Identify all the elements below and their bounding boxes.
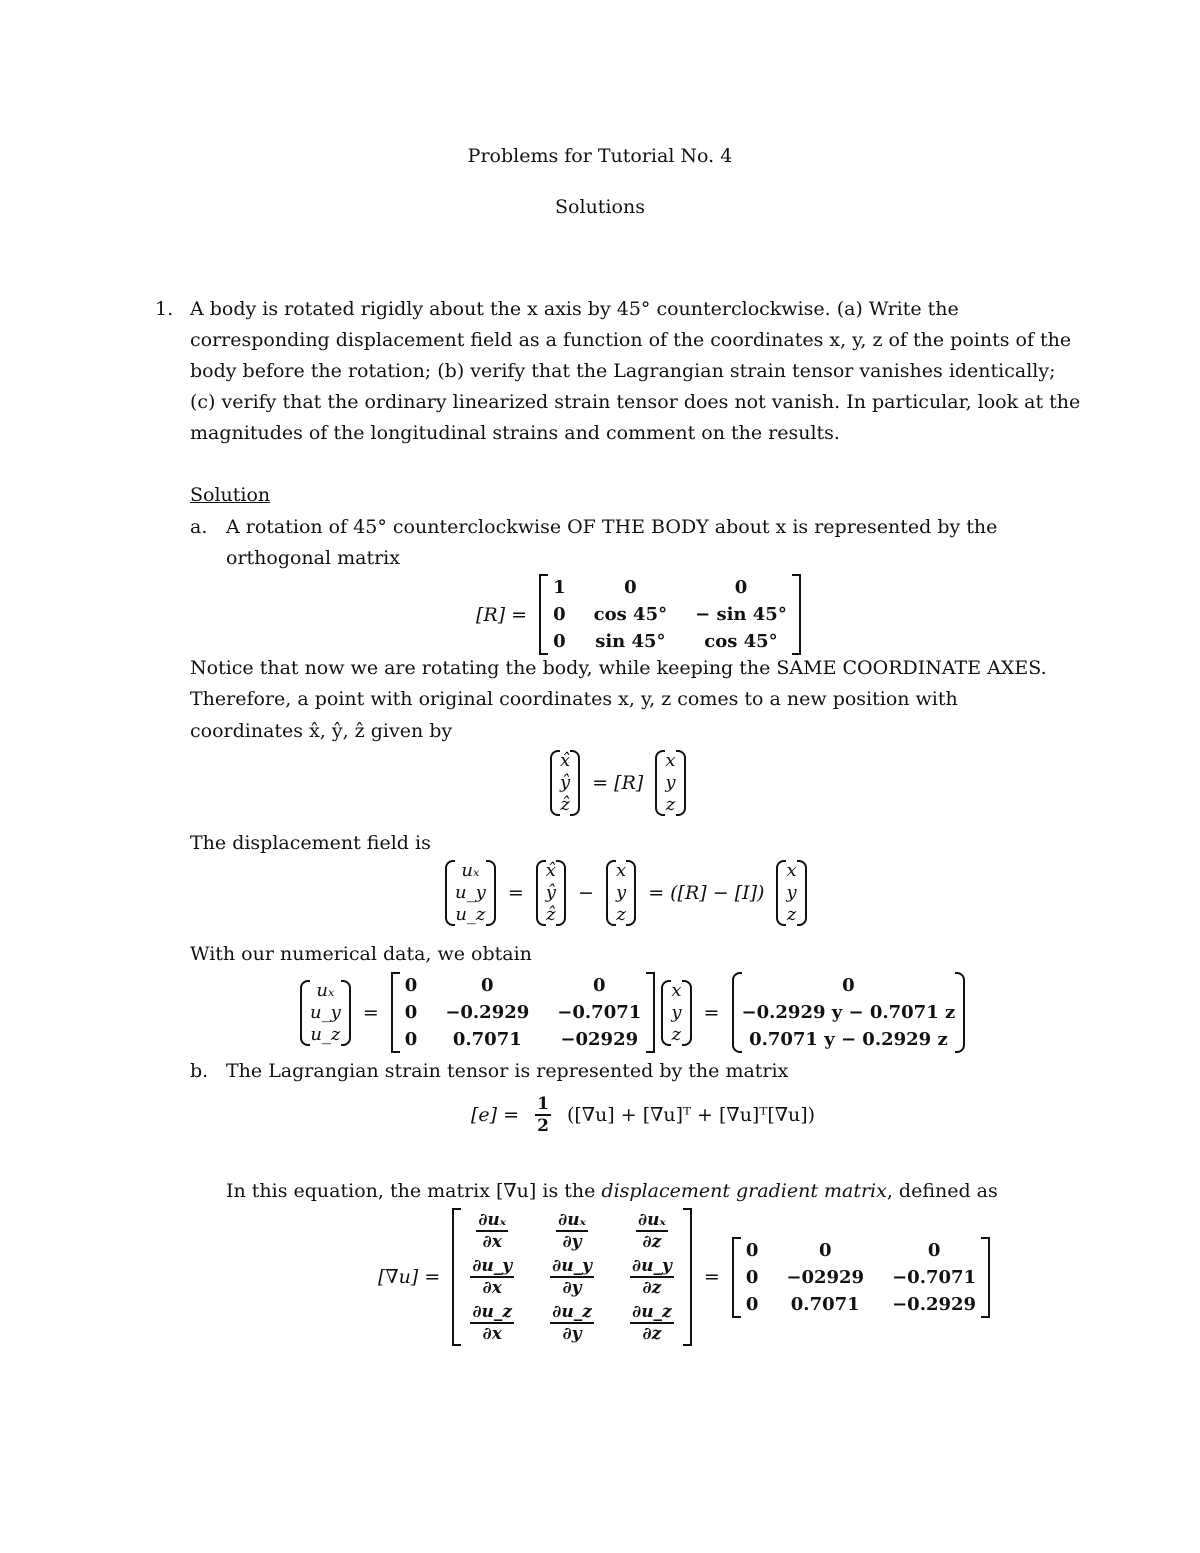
matrix-cell: cos 45° [704, 631, 778, 652]
matrix-cell: 1 [553, 577, 566, 598]
rotation-matrix-equation [470, 574, 801, 655]
part-b-line-2: In this equation, the matrix [∇u] is the displacement gradient matrix, defined as [226, 1180, 998, 1202]
xyz-vector: x y z [655, 750, 685, 816]
eq1-mid: = [R] [592, 772, 644, 794]
numeric-equation: uₓ u_y u_z = 0 0 0 0 −0.2929 −0.7071 0 0.7071 −02929 x y z = 0 −0.2929 y − 0.7071 z 0.7071 y − 0.2929 z [300, 972, 965, 1053]
matrix-cell: sin 45° [595, 631, 666, 652]
problem-line-3: body before the rotation; (b) verify that the Lagrangian strain tensor vanishes identically; [190, 360, 1056, 382]
gradient-symbolic-matrix: $\frac{\text{∂uₓ}}{\partial x}$ $\frac{\text{∂uₓ}}{\partial y}$ $\frac{\text{∂uₓ}}{\partial z}$ $\frac{\partial u\_y}{\partial x}$ $\frac{\partial u\_y}{\partial y}$ $\frac{\partial u\_y}{\partial z}$ $\frac{\partial u\_z}{\partial x}$ $\frac{\partial u\_z}{\partial y}$ $\frac{\partial u\_z}{\partial z}$ [452, 1208, 691, 1346]
r-lhs: [R] = [476, 603, 528, 626]
part-b-label: b. [190, 1060, 209, 1082]
matrix-cell: 0 [734, 577, 748, 598]
matrix-cell: − sin 45° [695, 604, 787, 625]
part-a-text-4: The displacement field is [190, 832, 431, 854]
lagrangian-equation: [e] = $\frac{1}{2}$ ([∇u] + [∇u]ᵀ + [∇u]ᵀ[∇u]) [471, 1094, 816, 1136]
problem-line-4: (c) verify that the ordinary linearized strain tensor does not vanish. In particular, look at the [190, 391, 1081, 413]
matrix-cell: 0 [624, 577, 637, 598]
eq2-mid: = ([R] − [I]) [648, 882, 765, 904]
hat-vector-2: x̂ ŷ ẑ [536, 860, 566, 926]
part-a-text-5: With our numerical data, we obtain [190, 943, 532, 965]
xyz-vector-4: x y z [661, 980, 691, 1046]
part-a-text-2: Therefore, a point with original coordinates x, y, z comes to a new position with [190, 688, 958, 710]
numeric-matrix: 0 0 0 0 −0.2929 −0.7071 0 0.7071 −02929 [391, 972, 656, 1053]
part-b-line-1: The Lagrangian strain tensor is represented by the matrix [226, 1060, 789, 1082]
half-fraction: $\frac{1}{2}$ [537, 1094, 549, 1136]
problem-line-1: A body is rotated rigidly about the x axis by 45° counterclockwise. (a) Write the [190, 298, 959, 320]
part-a-line-1: A rotation of 45° counterclockwise OF THE BODY about x is represented by the [226, 516, 998, 538]
matrix-cell: 0 [553, 631, 566, 652]
part-a-label: a. [190, 516, 208, 538]
xyz-vector-3: x y z [776, 860, 806, 926]
hat-vector: x̂ ŷ ẑ [550, 750, 580, 816]
displacement-equation: uₓ u_y u_z = x̂ ŷ ẑ − x y z = ([R] − [I]) x y z [445, 860, 807, 926]
solution-heading: Solution [190, 484, 271, 506]
u-vector-2: uₓ u_y u_z [300, 980, 351, 1046]
problem-line-2: corresponding displacement field as a function of the coordinates x, y, z of the points of the [190, 329, 1072, 351]
result-vector: 0 −0.2929 y − 0.7071 z 0.7071 y − 0.2929 z [732, 972, 966, 1053]
u-vector: uₓ u_y u_z [445, 860, 496, 926]
part-a-line-2: orthogonal matrix [226, 547, 400, 569]
problem-line-5: magnitudes of the longitudinal strains and comment on the results. [190, 422, 840, 444]
problem-number: 1. [155, 298, 174, 320]
rotation-matrix [539, 574, 801, 655]
xyz-vector-2: x y z [606, 860, 636, 926]
part-a-text-1: Notice that now we are rotating the body, while keeping the SAME COORDINATE AXES. [190, 657, 1047, 679]
page-title: Problems for Tutorial No. 4 [467, 145, 733, 167]
gradient-equation: [∇u] = $\frac{\text{∂uₓ}}{\partial x}$ $\frac{\text{∂uₓ}}{\partial y}$ $\frac{\text{∂uₓ}}{\partial z}$ $\frac{\partial u\_y}{\partial x}$ $\frac{\partial u\_y}{\partial y}$ $\frac{\partial u\_y}{\partial z}$ $\frac{\partial u\_z}{\partial x}$ $\frac{\partial u\_z}{\partial y}$ $\frac{\partial u\_z}{\partial z}$ = 0 0 0 0 −02929 −0.7071 0 0.7071 −0.2929 [372, 1208, 990, 1346]
position-equation [550, 750, 686, 816]
page-subtitle: Solutions [555, 196, 645, 218]
part-a-text-3: coordinates x̂, ŷ, ẑ given by [190, 720, 453, 742]
gradient-numeric-matrix: 0 0 0 0 −02929 −0.7071 0 0.7071 −0.2929 [732, 1237, 990, 1318]
matrix-cell: cos 45° [593, 604, 668, 625]
matrix-cell: 0 [553, 604, 566, 625]
